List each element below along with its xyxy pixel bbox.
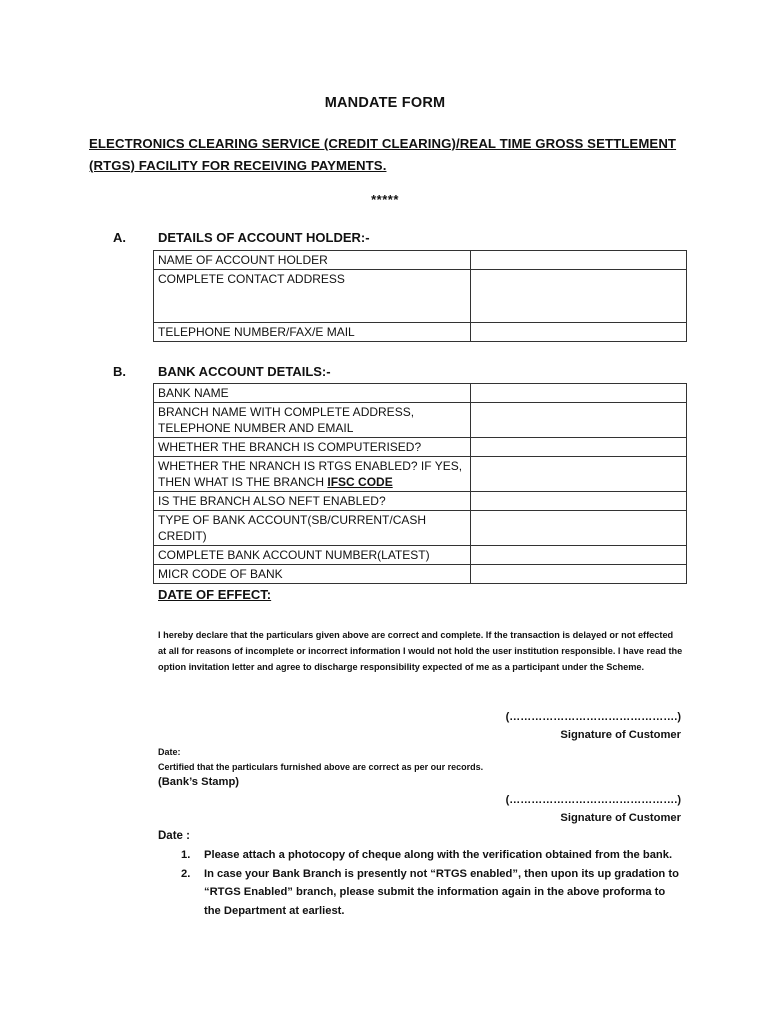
page-title: MANDATE FORM bbox=[324, 95, 446, 111]
date-label: Date: bbox=[158, 747, 181, 757]
list-item-number: 1. bbox=[181, 849, 191, 861]
section-a-title: DETAILS OF ACCOUNT HOLDER:- bbox=[158, 230, 370, 245]
telephone-fax-email-label: TELEPHONE NUMBER/FAX/E MAIL bbox=[154, 323, 471, 342]
section-a-letter: A. bbox=[113, 230, 126, 245]
bank-name-field[interactable] bbox=[471, 384, 687, 403]
branch-computerised-field[interactable] bbox=[471, 438, 687, 457]
table-row bbox=[154, 492, 687, 511]
table-row bbox=[154, 565, 687, 584]
list-item-text: In case your Bank Branch is presently not “RTGS enabled”, then upon its up gradation to “RTGS Enabled” branch, please submit the information again in the above proforma to the Department at earliest. bbox=[204, 867, 679, 917]
account-number-field[interactable] bbox=[471, 546, 687, 565]
table-row bbox=[154, 438, 687, 457]
table-row bbox=[154, 511, 687, 546]
neft-enabled-field[interactable] bbox=[471, 492, 687, 511]
form-subtitle: ELECTRONICS CLEARING SERVICE (CREDIT CLEARING)/REAL TIME GROSS SETTLEMENT (RTGS) FACILITY FOR RECEIVING PAYMENTS. bbox=[89, 136, 677, 173]
ifsc-code-label: IFSC CODE bbox=[327, 475, 393, 489]
account-holder-table bbox=[153, 250, 687, 342]
micr-code-field[interactable] bbox=[471, 565, 687, 584]
signature-of-customer-label-2: Signature of Customer bbox=[560, 812, 681, 824]
bank-stamp-label: (Bank’s Stamp) bbox=[158, 776, 240, 788]
neft-enabled-label: IS THE BRANCH ALSO NEFT ENABLED? bbox=[154, 492, 471, 511]
section-b-title: BANK ACCOUNT DETAILS:- bbox=[158, 364, 331, 379]
table-row bbox=[154, 546, 687, 565]
list-item-text: Please attach a photocopy of cheque along with the verification obtained from the bank. bbox=[204, 849, 673, 861]
signature-of-customer-label: Signature of Customer bbox=[560, 729, 681, 741]
table-row bbox=[154, 251, 687, 270]
table-row bbox=[154, 270, 687, 323]
signature-line-customer: (……………………………………….) bbox=[505, 711, 681, 723]
list-item-number: 2. bbox=[181, 867, 191, 880]
list-item bbox=[181, 846, 681, 865]
account-number-label: COMPLETE BANK ACCOUNT NUMBER(LATEST) bbox=[154, 546, 471, 565]
rtgs-enabled-field[interactable] bbox=[471, 457, 687, 492]
contact-address-field[interactable] bbox=[471, 270, 687, 323]
bank-name-label: BANK NAME bbox=[154, 384, 471, 403]
table-row bbox=[154, 403, 687, 438]
certified-text: Certified that the particulars furnished above are correct as per our records. bbox=[158, 762, 484, 772]
name-of-account-holder-field[interactable] bbox=[471, 251, 687, 270]
table-row bbox=[154, 384, 687, 403]
name-of-account-holder-label: NAME OF ACCOUNT HOLDER bbox=[154, 251, 471, 270]
micr-code-label: MICR CODE OF BANK bbox=[154, 565, 471, 584]
instructions-list bbox=[181, 846, 681, 920]
branch-name-address-field[interactable] bbox=[471, 403, 687, 438]
signature-line-bank: (……………………………………….) bbox=[505, 794, 681, 806]
rtgs-enabled-label-text: WHETHER THE NRANCH IS RTGS ENABLED? IF YES, THEN WHAT IS THE BRANCH bbox=[158, 459, 463, 489]
telephone-fax-email-field[interactable] bbox=[471, 323, 687, 342]
table-row bbox=[154, 457, 687, 492]
section-b-letter: B. bbox=[113, 364, 126, 379]
account-type-field[interactable] bbox=[471, 511, 687, 546]
branch-name-address-label: BRANCH NAME WITH COMPLETE ADDRESS, TELEPHONE NUMBER AND EMAIL bbox=[154, 403, 471, 438]
contact-address-label: COMPLETE CONTACT ADDRESS bbox=[154, 270, 471, 323]
date-label-2: Date : bbox=[158, 830, 190, 842]
declaration-text: I hereby declare that the particulars given above are correct and complete. If the transaction is delayed or not effected at all for reasons of incomplete or incorrect information I would not hold the user institution responsible. I have read the option invitation letter and agree to discharge responsibility expected of me as a participant under the Scheme. bbox=[158, 630, 683, 672]
branch-computerised-label: WHETHER THE BRANCH IS COMPUTERISED? bbox=[154, 438, 471, 457]
account-type-label: TYPE OF BANK ACCOUNT(SB/CURRENT/CASH CREDIT) bbox=[154, 511, 471, 546]
separator-stars: ***** bbox=[371, 192, 399, 207]
rtgs-enabled-label bbox=[154, 457, 471, 492]
table-row bbox=[154, 323, 687, 342]
bank-account-table bbox=[153, 383, 687, 584]
date-of-effect-heading: DATE OF EFFECT: bbox=[158, 587, 272, 602]
list-item bbox=[181, 865, 681, 921]
